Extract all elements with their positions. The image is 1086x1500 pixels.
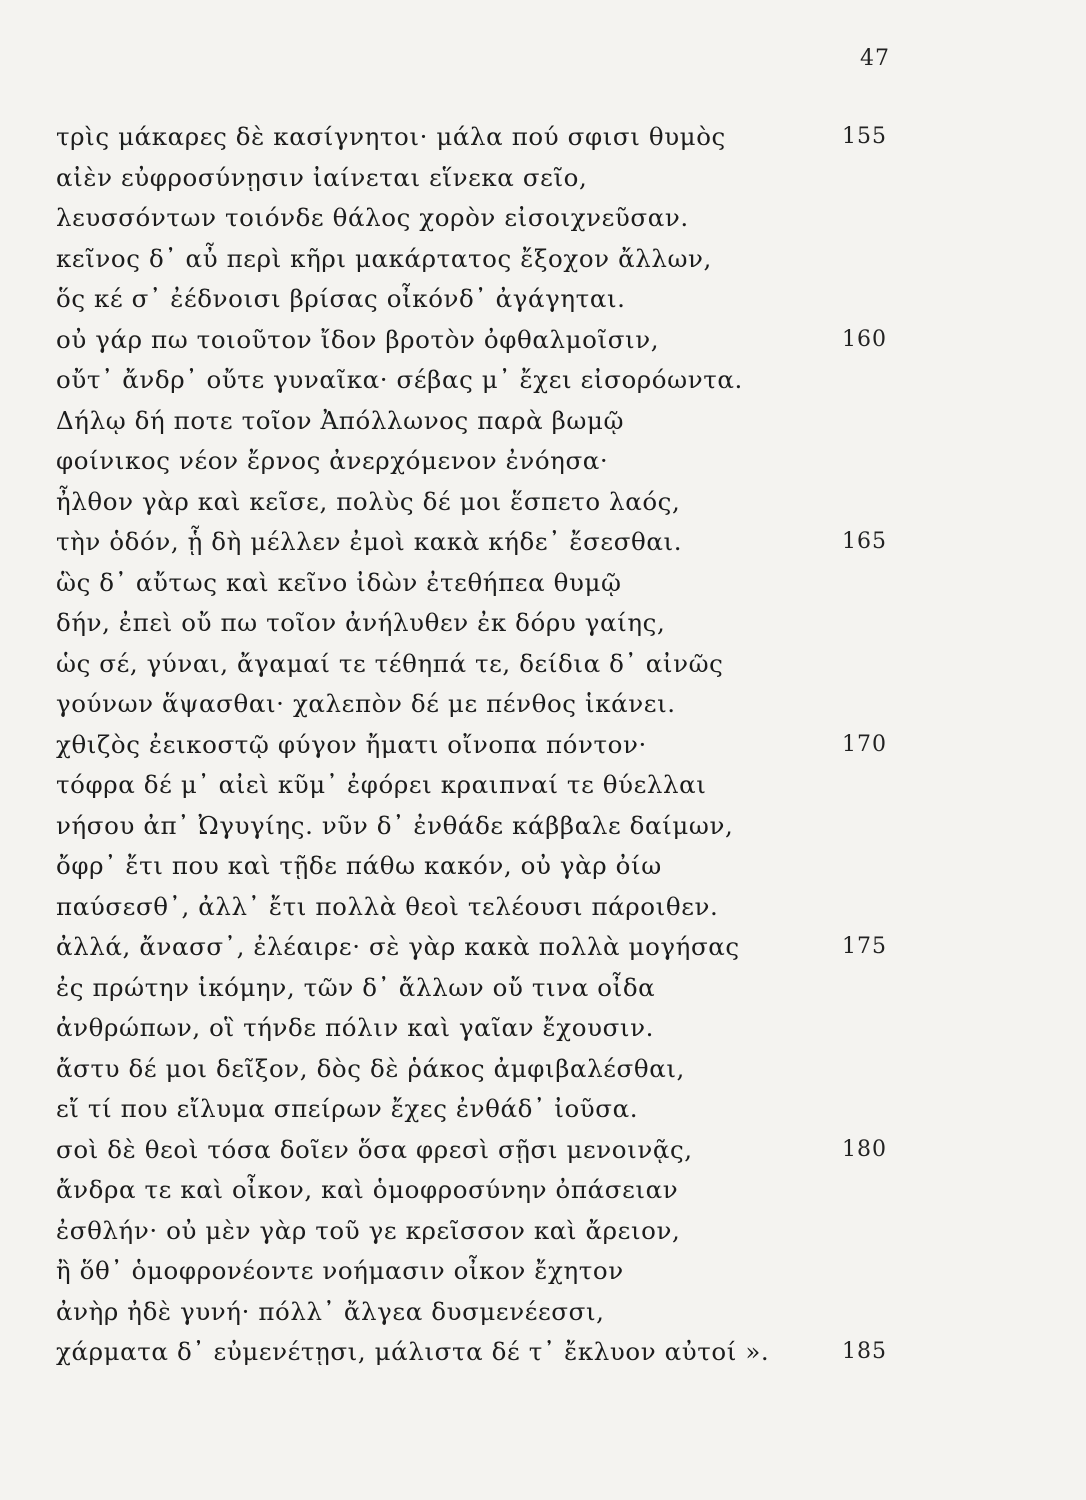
verse-text: κεῖνος δ᾽ αὖ περὶ κῆρι μακάρτατος ἔξοχον ἄλλων, — [56, 243, 712, 273]
verse-line — [0, 1130, 1086, 1171]
verse-line — [0, 765, 1086, 806]
verse-text: ὄφρ᾽ ἔτι που καὶ τῇδε πάθω κακόν, οὐ γὰρ ὀίω — [56, 851, 662, 880]
verse-text: φοίνικος νέον ἔρνος ἀνερχόμενον ἐνόησα· — [56, 446, 609, 475]
verse-line — [0, 887, 1086, 928]
verse-block — [0, 117, 1086, 1373]
line-number: 170 — [842, 731, 887, 757]
verse-line — [0, 846, 1086, 887]
verse-text: οὔτ᾽ ἄνδρ᾽ οὔτε γυναῖκα· σέβας μ᾽ ἔχει εἰσορόωντα. — [56, 365, 743, 394]
verse-text: νήσου ἀπ᾽ Ὠγυγίης. νῦν δ᾽ ἐνθάδε κάββαλε δαίμων, — [56, 810, 734, 840]
verse-text: ἄστυ δέ μοι δεῖξον, δὸς δὲ ῥάκος ἀμφιβαλέσθαι, — [56, 1053, 685, 1083]
verse-line — [0, 684, 1086, 725]
verse-text: ὣς δ᾽ αὔτως καὶ κεῖνο ἰδὼν ἐτεθήπεα θυμῷ — [56, 567, 622, 597]
line-number: 165 — [842, 529, 887, 554]
verse-line — [0, 1170, 1086, 1211]
verse-text: ὅς κέ σ᾽ ἐέδνοισι βρίσας οἶκόνδ᾽ ἀγάγηται. — [56, 284, 626, 313]
verse-text: ἄνδρα τε καὶ οἶκον, καὶ ὁμοφροσύνην ὀπάσειαν — [56, 1175, 679, 1204]
verse-text: γούνων ἅψασθαι· χαλεπὸν δέ με πένθος ἱκάνει. — [56, 689, 676, 718]
verse-text: σοὶ δὲ θεοὶ τόσα δοῖεν ὅσα φρεσὶ σῇσι μενοινᾷς, — [56, 1134, 693, 1164]
line-number: 175 — [842, 934, 887, 959]
verse-line — [0, 320, 1086, 361]
verse-text: ἀλλά, ἄνασσ᾽, ἐλέαιρε· σὲ γὰρ κακὰ πολλὰ μογήσας — [56, 932, 740, 961]
verse-text: ἦλθον γὰρ καὶ κεῖσε, πολὺς δέ μοι ἕσπετο λαός, — [56, 486, 681, 516]
verse-line — [0, 725, 1086, 766]
verse-line — [0, 1089, 1086, 1130]
verse-text: λευσσόντων τοιόνδε θάλος χορὸν εἰσοιχνεῦσαν. — [56, 203, 689, 232]
verse-text: τὴν ὁδόν, ᾗ δὴ μέλλεν ἐμοὶ κακὰ κήδε᾽ ἔσεσθαι. — [56, 527, 683, 556]
verse-line — [0, 563, 1086, 604]
verse-line — [0, 401, 1086, 442]
verse-line — [0, 360, 1086, 401]
verse-line — [0, 1292, 1086, 1333]
verse-line — [0, 239, 1086, 280]
verse-text: χάρματα δ᾽ εὐμενέτῃσι, μάλιστα δέ τ᾽ ἔκλυον αὐτοί ». — [56, 1337, 770, 1366]
verse-line — [0, 117, 1086, 158]
verse-text: οὐ γάρ πω τοιοῦτον ἴδον βροτὸν ὀφθαλμοῖσιν, — [56, 324, 660, 354]
verse-line — [0, 968, 1086, 1009]
verse-line — [0, 482, 1086, 523]
verse-text: ἢ ὅθ᾽ ὁμοφρονέοντε νοήμασιν οἶκον ἔχητον — [56, 1256, 624, 1285]
verse-line — [0, 522, 1086, 563]
verse-text: τόφρα δέ μ᾽ αἰεὶ κῦμ᾽ ἐφόρει κραιπναί τε θύελλαι — [56, 770, 707, 799]
verse-line — [0, 644, 1086, 685]
verse-text: χθιζὸς ἐεικοστῷ φύγον ἤματι οἴνοπα πόντον· — [56, 729, 647, 759]
verse-text: ἀνὴρ ἠδὲ γυνή· πόλλ᾽ ἄλγεα δυσμενέεσσι, — [56, 1296, 605, 1326]
verse-line — [0, 806, 1086, 847]
verse-line — [0, 1049, 1086, 1090]
verse-line — [0, 927, 1086, 968]
verse-text: εἴ τί που εἴλυμα σπείρων ἔχες ἐνθάδ᾽ ἰοῦσα. — [56, 1094, 639, 1123]
page-number: 47 — [860, 46, 890, 71]
verse-text: ἐς πρώτην ἱκόμην, τῶν δ᾽ ἄλλων οὔ τινα οἶδα — [56, 972, 656, 1002]
verse-text: παύσεσθ᾽, ἀλλ᾽ ἔτι πολλὰ θεοὶ τελέουσι πάροιθεν. — [56, 891, 719, 921]
line-number: 160 — [842, 326, 887, 352]
verse-text: αἰὲν εὐφροσύνῃσιν ἰαίνεται εἵνεκα σεῖο, — [56, 162, 588, 192]
verse-line — [0, 441, 1086, 482]
verse-line — [0, 1332, 1086, 1373]
verse-line — [0, 1251, 1086, 1292]
verse-line — [0, 1211, 1086, 1252]
line-number: 155 — [842, 124, 887, 149]
verse-line — [0, 279, 1086, 320]
verse-line — [0, 603, 1086, 644]
verse-text: ὡς σέ, γύναι, ἄγαμαί τε τέθηπά τε, δείδια δ᾽ αἰνῶς — [56, 648, 724, 678]
verse-text: ἀνθρώπων, οἳ τήνδε πόλιν καὶ γαῖαν ἔχουσιν. — [56, 1013, 655, 1042]
verse-text: δήν, ἐπεὶ οὔ πω τοῖον ἀνήλυθεν ἐκ δόρυ γαίης, — [56, 608, 666, 637]
verse-line — [0, 1008, 1086, 1049]
verse-text: ἐσθλήν· οὐ μὲν γὰρ τοῦ γε κρεῖσσον καὶ ἄρειον, — [56, 1215, 681, 1245]
line-number: 180 — [842, 1136, 887, 1162]
line-number: 185 — [842, 1339, 887, 1364]
verse-text: Δήλῳ δή ποτε τοῖον Ἀπόλλωνος παρὰ βωμῷ — [56, 405, 625, 435]
verse-text: τρὶς μάκαρες δὲ κασίγνητοι· μάλα πού σφισι θυμὸς — [56, 122, 726, 151]
verse-line — [0, 158, 1086, 199]
verse-line — [0, 198, 1086, 239]
